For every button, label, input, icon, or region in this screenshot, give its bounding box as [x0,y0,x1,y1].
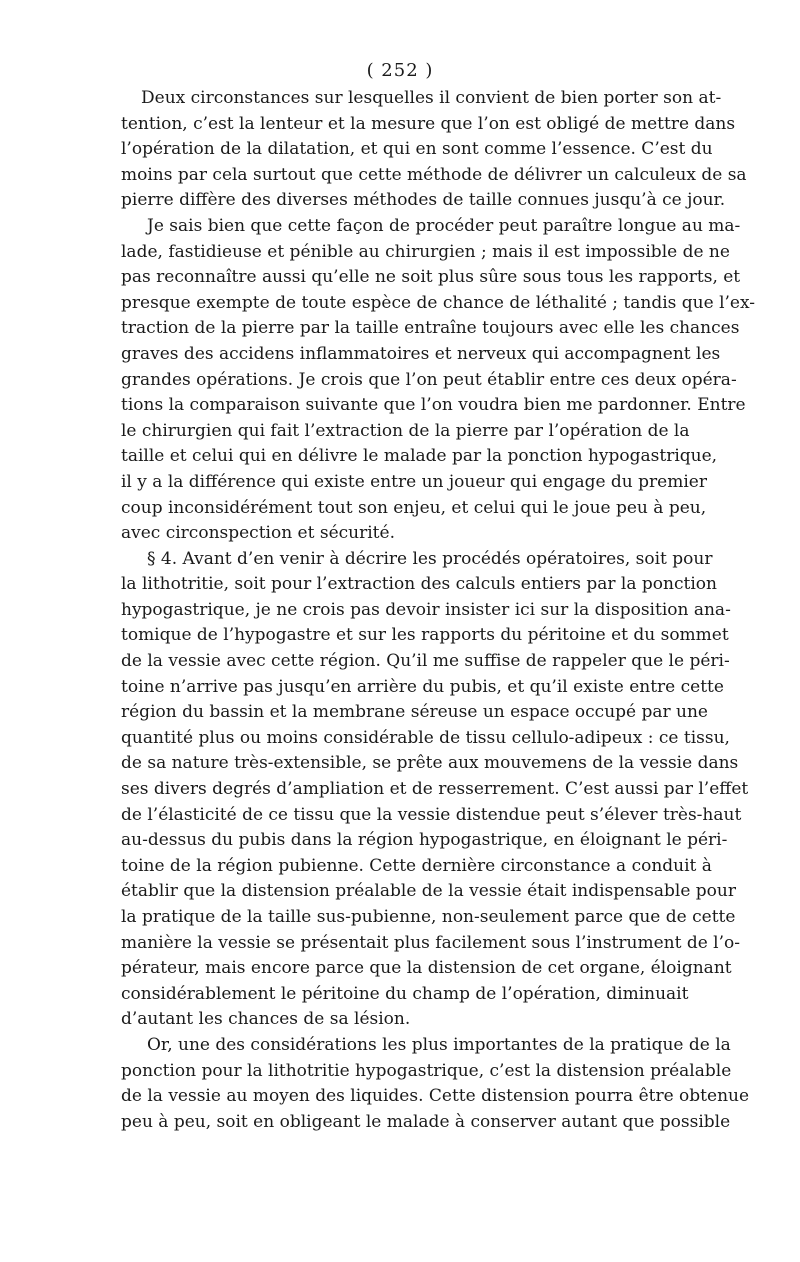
text-line: établir que la distension préalable de la vessie était indispensable pour [121,881,736,902]
text-line: de l’élasticité de ce tissu que la vessie distendue peut s’élever très-haut [121,804,742,825]
text-line: la lithotritie, soit pour l’extraction des calculs entiers par la ponction [121,574,717,595]
text-line: presque exempte de toute espèce de chance de léthalité ; tandis que l’ex- [121,292,756,313]
text-line: il y a la différence qui existe entre un joueur qui engage du premier [121,471,707,492]
text-line: de sa nature très-extensible, se prête aux mouvemens de la vessie dans [121,753,739,774]
text-line: peu à peu, soit en obligeant le malade à conserver autant que possible [121,1111,731,1132]
text-line: grandes opérations. Je crois que l’on peut établir entre ces deux opéra- [121,369,737,390]
text-line: tions la comparaison suivante que l’on voudra bien me pardonner. Entre [121,395,746,416]
text-line: manière la vessie se présentait plus facilement sous l’instrument de l’o- [121,932,740,953]
text-line: considérablement le péritoine du champ de l’opération, diminuait [121,983,689,1004]
text-line: ponction pour la lithotritie hypogastrique, c’est la distension préalable [121,1060,732,1081]
text-line: toine n’arrive pas jusqu’en arrière du pubis, et qu’il existe entre cette [121,676,724,697]
text-line: le chirurgien qui fait l’extraction de la pierre par l’opération de la [121,420,690,441]
text-line: Or, une des considérations les plus importantes de la pratique de la [147,1034,731,1055]
text-line: la pratique de la taille sus-pubienne, non-seulement parce que de cette [121,907,736,927]
text-line: § 4. Avant d’en venir à décrire les procédés opératoires, soit pour [147,548,713,569]
text-line: de la vessie avec cette région. Qu’il me suffise de rappeler que le péri- [121,651,730,672]
text-line: quantité plus ou moins considérable de tissu cellulo-adipeux : ce tissu, [121,727,730,748]
text-line: taille et celui qui en délivre le malade par la ponction hypogastrique, [121,446,718,467]
text-line: hypogastrique, je ne crois pas devoir insister ici sur la disposition ana- [121,599,731,620]
text-line: d’autant les chances de sa lésion. [121,1009,411,1030]
text-line: ses divers degrés d’ampliation et de resserrement. C’est aussi par l’effet [121,779,749,800]
text-line: pérateur, mais encore parce que la distension de cet organe, éloignant [121,958,732,979]
text-line: au-dessus du pubis dans la région hypogastrique, en éloignant le péri- [121,830,728,851]
text-line: coup inconsidérément tout son enjeu, et celui qui le joue peu à peu, [121,497,707,518]
text-line: moins par cela surtout que cette méthode de délivrer un calculeux de sa [121,164,747,185]
text-line: traction de la pierre par la taille entraîne toujours avec elle les chances [121,318,740,339]
text-line: pas reconnaître aussi qu’elle ne soit plus sûre sous tous les rapports, et [121,267,741,288]
text-line: Je sais bien que cette façon de procéder peut paraître longue au ma- [147,215,741,236]
page-number: ( 252 ) [366,60,434,81]
text-line: tomique de l’hypogastre et sur les rapports du péritoine et du sommet [121,625,729,646]
text-line: tention, c’est la lenteur et la mesure que l’on est obligé de mettre dans [121,113,736,134]
text-line: pierre diffère des diverses méthodes de taille connues jusqu’à ce jour. [121,190,726,211]
text-line: avec circonspection et sécurité. [121,523,395,544]
text-line: toine de la région pubienne. Cette dernière circonstance a conduit à [121,855,712,876]
text-line: région du bassin et la membrane séreuse un espace occupé par une [121,702,708,723]
body-text [121,86,756,1135]
text-line: l’opération de la dilatation, et qui en sont comme l’essence. C’est du [121,139,713,160]
text-line: graves des accidens inflammatoires et nerveux qui accompagnent les [121,343,721,364]
text-line: Deux circonstances sur lesquelles il convient de bien porter son at- [141,88,722,108]
text-line: de la vessie au moyen des liquides. Cette distension pourra être obtenue [121,1086,750,1107]
text-line: lade, fastidieuse et pénible au chirurgien ; mais il est impossible de ne [121,241,730,262]
